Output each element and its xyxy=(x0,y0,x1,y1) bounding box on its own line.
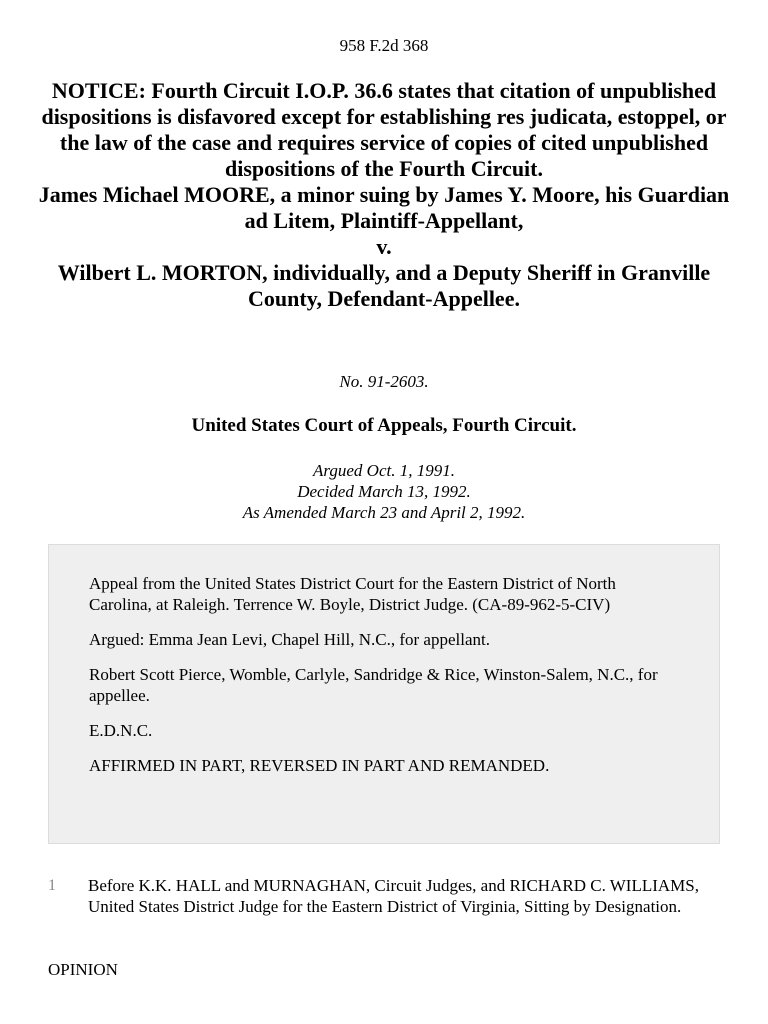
notice-text: NOTICE: Fourth Circuit I.O.P. 36.6 states that citation of unpublished dispositions is disfavored except for establishing res judicata, estoppel, or the law of the case and requires service of copies of cited unpublished dispositions of the Fourth Circuit. xyxy=(41,78,727,181)
plaintiff-text: James Michael MOORE, a minor suing by James Y. Moore, his Guardian ad Litem, Plaintiff-Appellant, xyxy=(38,182,730,233)
district-paragraph: E.D.N.C. xyxy=(89,721,153,740)
court-name: United States Court of Appeals, Fourth Circuit. xyxy=(191,415,577,436)
case-caption xyxy=(30,78,738,312)
footnote-number: 1 xyxy=(48,877,56,894)
docket-number: No. 91-2603. xyxy=(339,372,429,391)
appellee-counsel-paragraph: Robert Scott Pierce, Womble, Carlyle, Sandridge & Rice, Winston-Salem, N.C., for appellee. xyxy=(89,665,658,705)
opinion-heading: OPINION xyxy=(48,960,118,979)
appeal-paragraph: Appeal from the United States District Court for the Eastern District of North Carolina, at Raleigh. Terrence W. Boyle, District Judge. (CA-89-962-5-CIV) xyxy=(89,574,616,614)
disposition-paragraph: AFFIRMED IN PART, REVERSED IN PART AND REMANDED. xyxy=(89,756,550,775)
versus-text: v. xyxy=(376,234,392,259)
defendant-text: Wilbert L. MORTON, individually, and a Deputy Sheriff in Granville County, Defendant-Appellee. xyxy=(57,260,711,311)
citation: 958 F.2d 368 xyxy=(339,36,429,55)
argued-date: Argued Oct. 1, 1991. xyxy=(313,461,455,480)
argued-counsel-paragraph: Argued: Emma Jean Levi, Chapel Hill, N.C., for appellant. xyxy=(89,630,490,649)
decided-date: Decided March 13, 1992. xyxy=(297,482,471,501)
amended-date: As Amended March 23 and April 2, 1992. xyxy=(242,503,526,522)
footnote-text: Before K.K. HALL and MURNAGHAN, Circuit Judges, and RICHARD C. WILLIAMS, United States District Judge for the Eastern District of Virginia, Sitting by Designation. xyxy=(88,876,699,916)
syllabus-box xyxy=(48,544,720,844)
case-dates xyxy=(0,460,768,523)
